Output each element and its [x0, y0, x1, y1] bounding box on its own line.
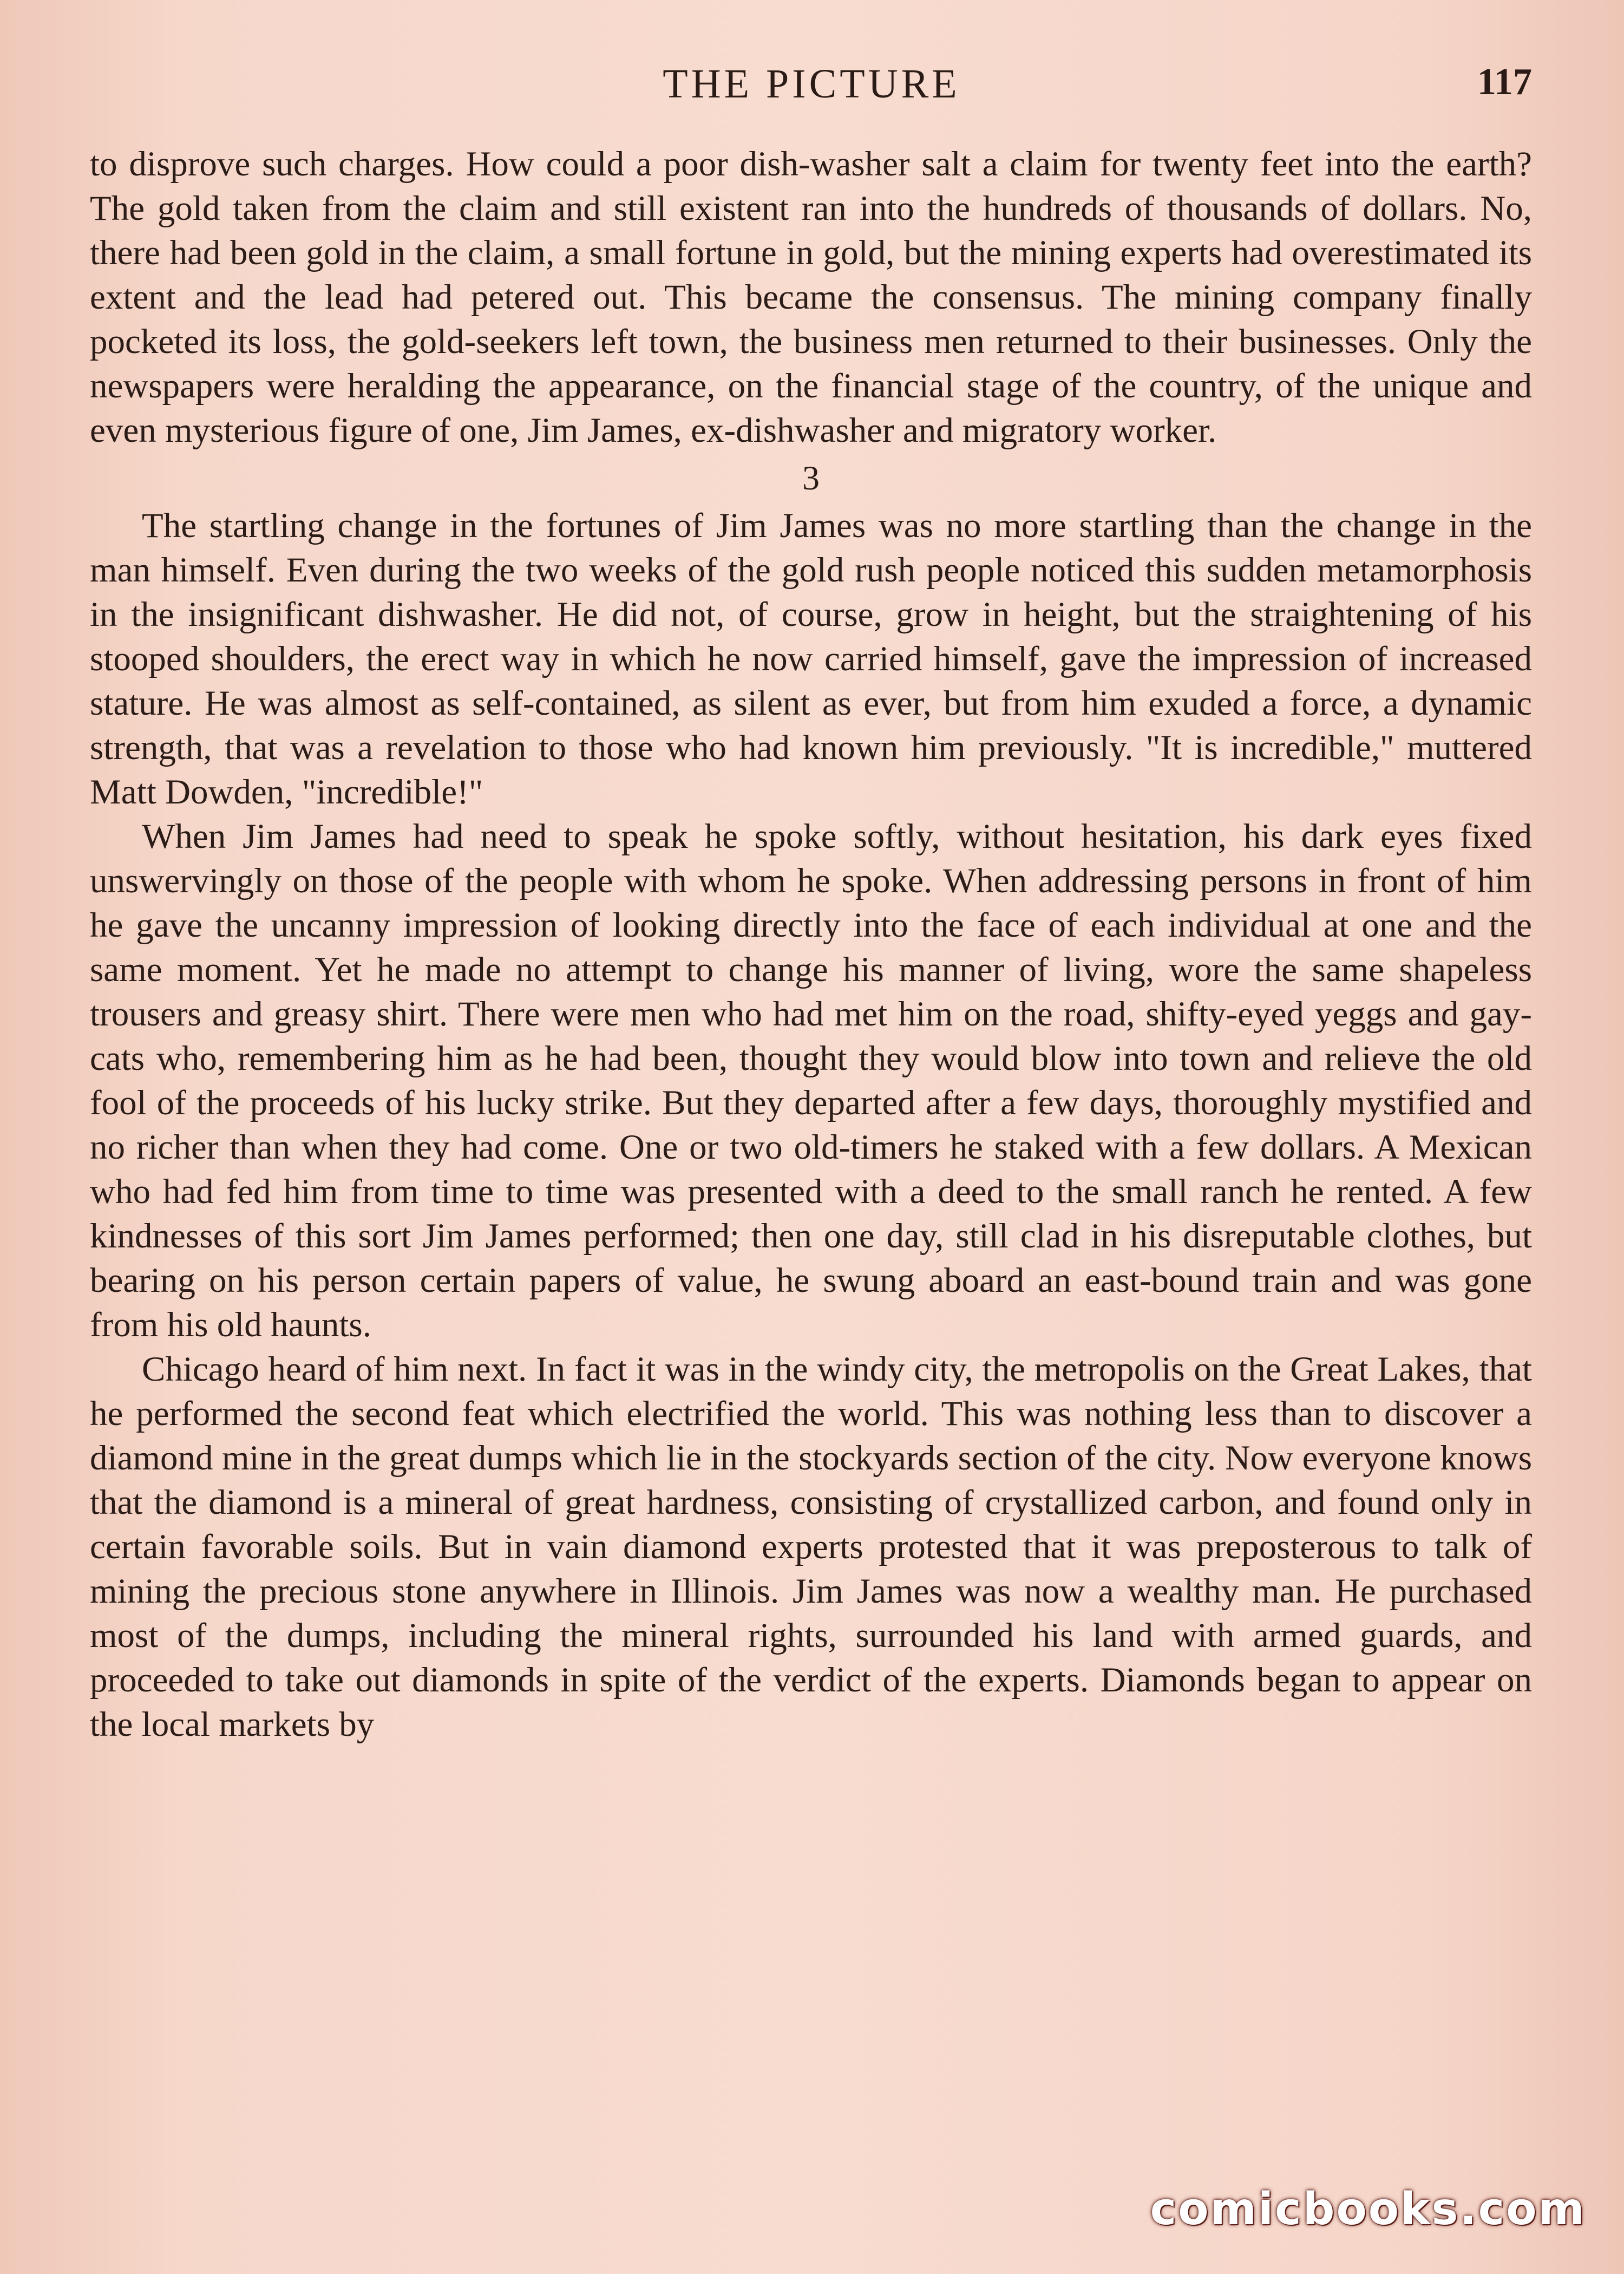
- paragraph: When Jim James had need to speak he spoke softly, without hesitation, his dark eyes fixed unswervingly on those of the people with whom he spoke. When addressing persons in front of him he gave the uncanny impression of looking directly into the face of each individual at one and the same moment. Yet he made no attempt to change his manner of living, wore the same shapeless trousers and greasy shirt. There were men who had met him on the road, shifty-eyed yeggs and gay-cats who, remembering him as he had been, thought they would blow into town and relieve the old fool of the proceeds of his lucky strike. But they departed after a few days, thoroughly mystified and no richer than when they had come. One or two old-timers he staked with a few dollars. A Mexican who had fed him from time to time was presented with a deed to the small ranch he rented. A few kindnesses of this sort Jim James performed; then one day, still clad in his disreputable clothes, but bearing on his person certain papers of value, he swung aboard an east-bound train and was gone from his old haunts.: [90, 817, 1532, 1344]
- site-watermark: comicbooks.com: [1150, 2184, 1586, 2235]
- running-head: THE PICTURE: [663, 61, 960, 107]
- paragraph-continued: to disprove such charges. How could a poor dish-washer salt a claim for twenty feet into the earth? The gold taken from the claim and still existent ran into the hundreds of thousands of dollars. No, there had been gold in the claim, a small fortune in gold, but the mining experts had overestimated its extent and the lead had petered out. This became the consensus. The mining company finally pocketed its loss, the gold-seekers left town, the business men returned to their businesses. Only the newspapers were heralding the appearance, on the financial stage of the country, of the unique and even mysterious figure of one, Jim James, ex-dishwasher and migratory worker.: [90, 145, 1532, 450]
- section-number: 3: [802, 459, 820, 497]
- body-text: [90, 142, 1532, 1747]
- paragraph: Chicago heard of him next. In fact it was in the windy city, the metropolis on the Great Lakes, that he performed the second feat which electrified the world. This was nothing less than to discover a diamond mine in the great dumps which lie in the stockyards section of the city. Now everyone knows that the diamond is a mineral of great hardness, consisting of crystallized carbon, and found only in certain favorable soils. But in vain diamond experts protested that it was preposterous to talk of mining the precious stone anywhere in Illinois. Jim James was now a wealthy man. He purchased most of the dumps, including the mineral rights, surrounded his land with armed guards, and proceeded to take out diamonds in spite of the verdict of the experts. Diamonds began to appear on the local markets by: [90, 1350, 1532, 1744]
- page-header: [91, 61, 1532, 115]
- paragraph: The startling change in the fortunes of Jim James was no more startling than the change in the man himself. Even during the two weeks of the gold rush people noticed this sudden metamorphosis in the insignificant dishwasher. He did not, of course, grow in height, but the straightening of his stooped shoulders, the erect way in which he now carried himself, gave the impression of increased stature. He was almost as self-contained, as silent as ever, but from him exuded a force, a dynamic strength, that was a revelation to those who had known him previously. "It is incredible," muttered Matt Dowden, "incredible!": [90, 506, 1532, 812]
- page-number: 117: [1477, 61, 1532, 103]
